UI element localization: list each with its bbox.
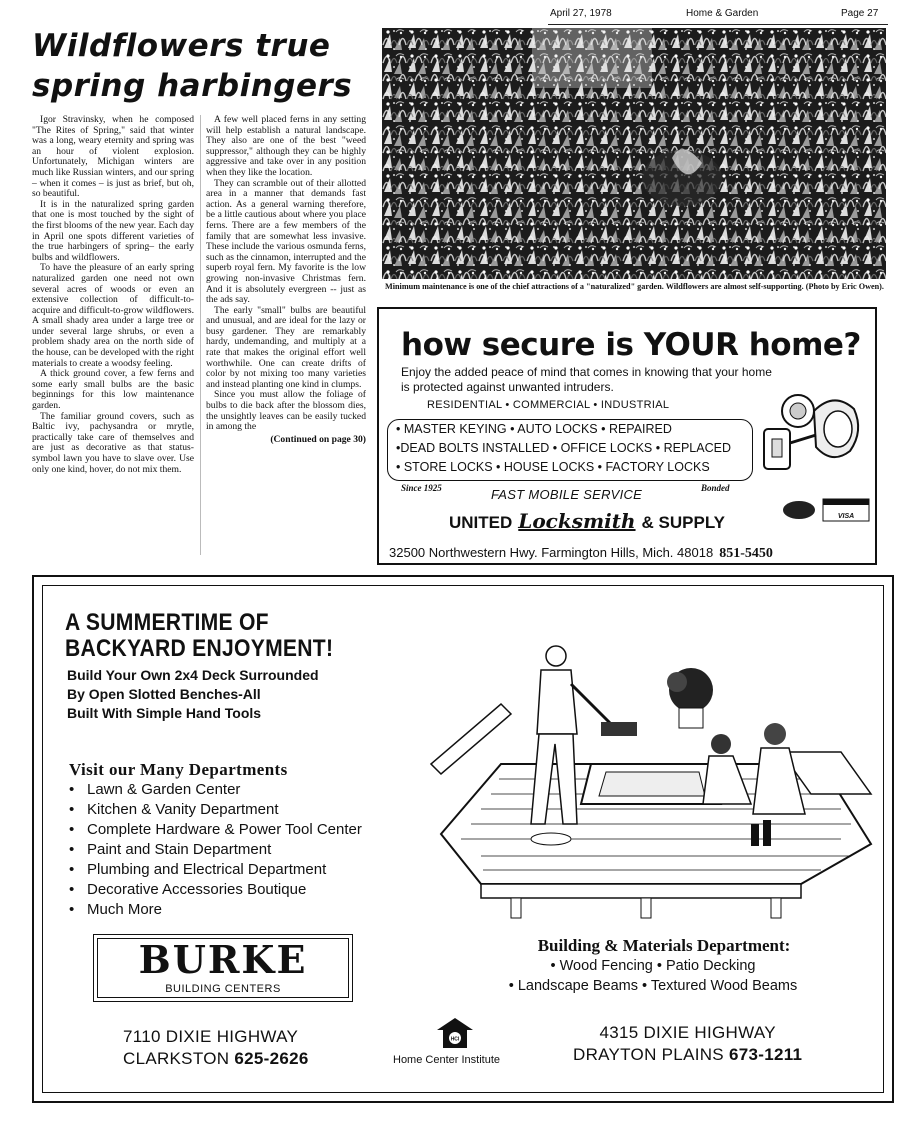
home-center-institute-label: Home Center Institute (393, 1054, 500, 1066)
article-column-2 (206, 115, 366, 445)
paragraph: It is in the naturalized spring garden that one is most touched by the sight of the first blooms of the new year. Each day in April one spots different varieties of the true harbingers of spring– the early bulbs and wildflowers. (32, 198, 194, 263)
clarkston-address (123, 1026, 309, 1070)
door-lock-illustration (754, 381, 872, 489)
page-header (548, 8, 888, 25)
page-number: Page 27 (841, 8, 879, 19)
article-column-1 (32, 115, 194, 475)
article-headline: Wildflowers true spring harbingers (32, 28, 353, 104)
paragraph: To have the pleasure of an early spring naturalized garden one need not own several acres of woods or even an extensive collection of difficult-to-acquire and difficult-to-grow wildflowers. A small shady area under a large tree or under several large shrubs, or even a problem shady area on the north side of the house, can be developed with the right materials to create a woodsy feeling. (32, 262, 194, 369)
departments-list (69, 780, 362, 920)
paragraph: The early "small" bulbs are beautiful and unusual, and are ideal for the lazy or busy gardener. They are remarkably hardy, undemanding, and multiply at a rate that makes the original effort well worthwhile. One can create drifts of color by not mixing too many varieties and instead planting one kind in clumps. (206, 304, 366, 390)
section-name: Home & Garden (686, 8, 759, 19)
ad-subtext: Enjoy the added peace of mind that comes in knowing that your home is protected against unwanted intruders. (401, 365, 772, 394)
ad-inner-frame (42, 585, 884, 1093)
business-address: 32500 Northwestern Hwy. Farmington Hills, Mich. 48018 (389, 545, 714, 560)
list-item: • Complete Hardware & Power Tool Center (69, 820, 362, 840)
list-item: • Much More (69, 900, 362, 920)
credit-cards-icon (781, 497, 871, 523)
home-center-institute-icon (435, 1016, 475, 1050)
sub-line: Build Your Own 2x4 Deck Surrounded (67, 667, 319, 683)
continued-link[interactable]: (Continued on page 30) (270, 433, 366, 445)
sub-line: Built With Simple Hand Tools (67, 705, 262, 721)
locksmith-advertisement (377, 307, 877, 565)
departments-title: Visit our Many Departments (69, 760, 288, 779)
list-item: • Decorative Accessories Boutique (69, 880, 362, 900)
building-materials-line: • Wood Fencing • Patio Decking (550, 958, 756, 974)
drayton-plains-address (573, 1022, 802, 1066)
ad-subheadline (67, 666, 319, 723)
street-address: 7110 DIXIE HIGHWAY (123, 1027, 299, 1046)
building-materials-title: Building & Materials Department: (537, 936, 791, 955)
city: DRAYTON PLAINS (573, 1045, 724, 1064)
service-line: •DEAD BOLTS INSTALLED • OFFICE LOCKS • REPLACED (396, 441, 731, 455)
headline-line: BACKYARD ENJOYMENT! (65, 635, 334, 662)
list-item: • Kitchen & Vanity Department (69, 800, 362, 820)
business-name (449, 509, 725, 533)
sub-line: By Open Slotted Benches-All (67, 686, 261, 702)
photo-caption: Minimum maintenance is one of the chief attractions of a "naturalized" garden. Wildflowers are almost self-supporting. (Photo by Eric Owen). (385, 282, 884, 291)
garden-photo (382, 28, 886, 279)
service-line: • STORE LOCKS • HOUSE LOCKS • FACTORY LOCKS (396, 460, 710, 474)
business-name-right: & SUPPLY (641, 513, 725, 532)
street-address: 4315 DIXIE HIGHWAY (599, 1023, 776, 1042)
burke-advertisement (32, 575, 894, 1103)
fast-service-label: FAST MOBILE SERVICE (491, 487, 643, 502)
city: CLARKSTON (123, 1049, 230, 1068)
logo-subtitle: BUILDING CENTERS (165, 983, 281, 995)
logo-name: BURKE (138, 937, 308, 982)
paragraph: A few well placed ferns in any setting will help establish a natural landscape. They also are one of the best "weed suppressor," although they can be highly aggressive and take over in any position when they like the location. (206, 114, 366, 178)
building-materials-line: • Landscape Beams • Textured Wood Beams (508, 978, 798, 994)
services-box (387, 419, 753, 481)
phone-number: 625-2626 (234, 1049, 309, 1068)
column-divider (200, 115, 201, 555)
paragraph: Igor Stravinsky, when he composed "The Rites of Spring," said that winter was a long, weary eternity and spring was an hour of violent explosion. Unfortunately, Michigan winters are much like Russian winters, and our spring – when it comes – is just as brief, but oh, so beautiful. (32, 114, 194, 200)
business-name-script: Locksmith (518, 509, 636, 533)
headline-line: A SUMMERTIME OF (65, 609, 269, 636)
since-label: Since 1925 (401, 483, 442, 493)
ad-headline: how secure is YOUR home? (401, 327, 861, 363)
paragraph: They can scramble out of their allotted area in a manner that demands fast action. As a general warning therefore, be a little cautious about where you place ferns. There are a few members of the family that are somewhat less invasive. These include the various osmunda ferns, such as the cinnamon, interrupted and the superb royal fern. My favorite is the low growing non-invasive Christmas fern. And it is absolutely evergreen -- just as the ads say. (206, 177, 366, 306)
ad-categories: RESIDENTIAL • COMMERCIAL • INDUSTRIAL (427, 399, 670, 411)
list-item: • Lawn & Garden Center (69, 780, 362, 800)
deck-illustration (421, 634, 881, 924)
paragraph: A thick ground cover, a few ferns and some early small bulbs are the basic beginnings for this low maintenance garden. (32, 368, 194, 412)
business-phone: 851-5450 (719, 546, 773, 561)
list-item: • Plumbing and Electrical Department (69, 860, 362, 880)
service-line: • MASTER KEYING • AUTO LOCKS • REPAIRED (396, 422, 672, 436)
wildflower-garden-image (382, 28, 886, 279)
paragraph: The familiar ground covers, such as Baltic ivy, pachysandra or mrytle, practically take care of themselves and are just as decorative as that status-symbol lawn you have to slave over. Use only one kind, hover, do not mix them. (32, 410, 194, 475)
visa-label: VISA (837, 513, 855, 520)
burke-logo (93, 934, 353, 1002)
hci-icon-text: HCI (450, 1036, 460, 1043)
issue-date: April 27, 1978 (550, 8, 612, 19)
business-name-left: UNITED (449, 513, 513, 532)
list-item: • Paint and Stain Department (69, 840, 362, 860)
ad-headline (65, 610, 333, 662)
phone-number: 673-1211 (728, 1045, 803, 1064)
paragraph: Since you must allow the foliage of bulbs to die back after the blossom dies, the unsightly leaves can be easily tucked in among the (206, 389, 366, 433)
business-address-line (389, 545, 773, 562)
bonded-label: Bonded (701, 483, 730, 493)
